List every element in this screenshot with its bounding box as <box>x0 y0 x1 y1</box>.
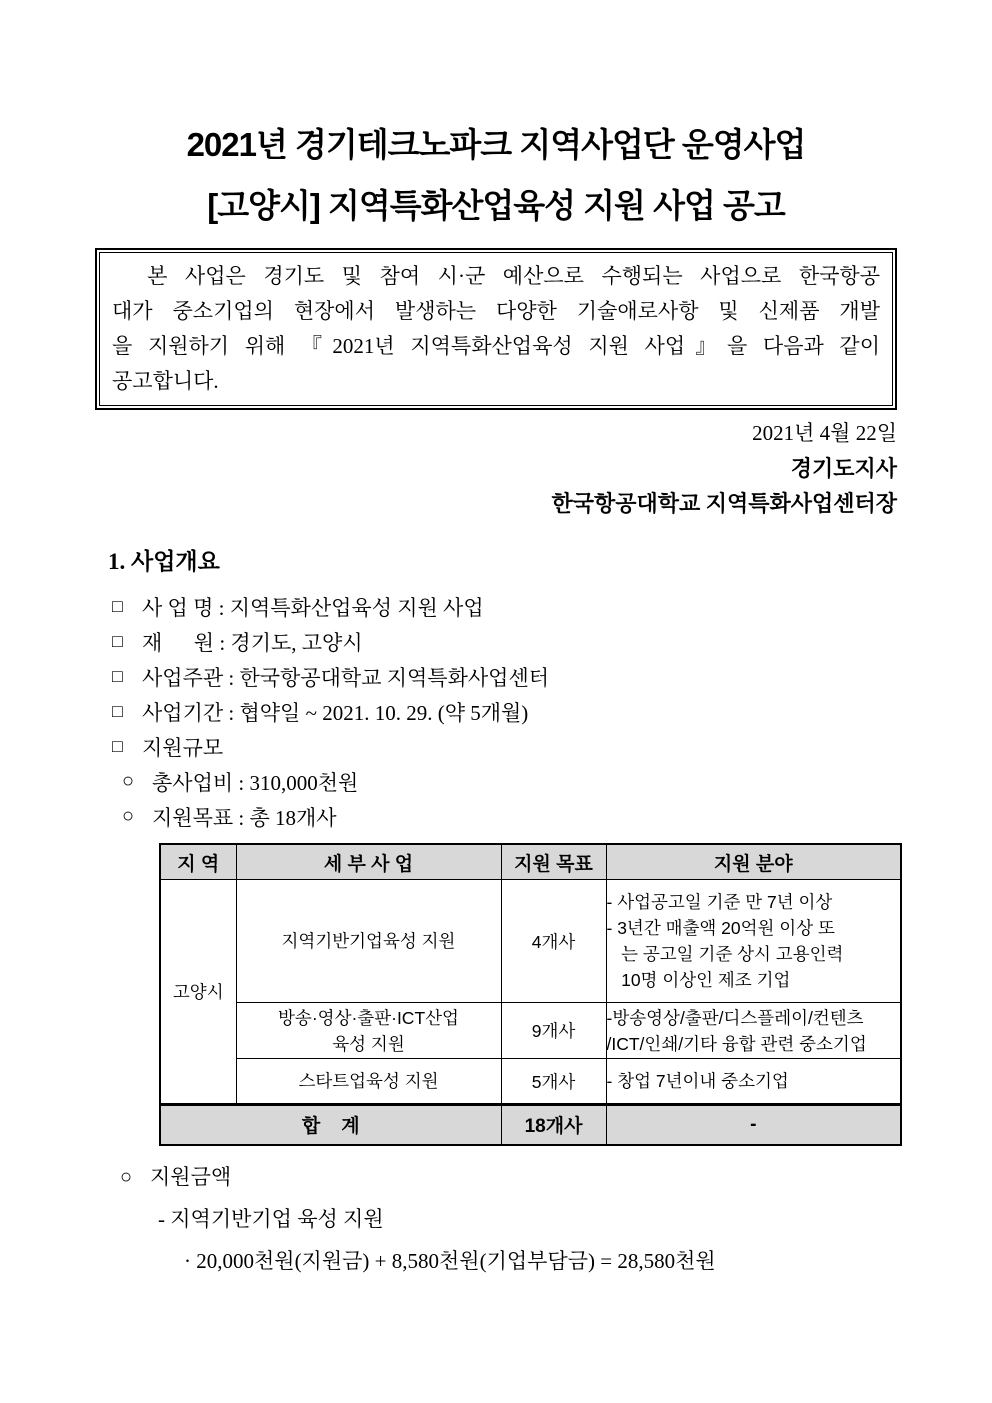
field-cell <box>606 1059 901 1105</box>
support-amount-subitem: - 지역기반기업 육성 지원 <box>158 1206 384 1231</box>
project-line: 방송·영상·출판·ICT산업 <box>278 1007 459 1028</box>
total-field-cell: - <box>606 1105 901 1145</box>
overview-item-text: 사업주관 : 한국항공대학교 지역특화사업센터 <box>142 665 550 690</box>
field-line: - 3년간 매출액 20억원 이상 또 <box>606 918 835 938</box>
field-line: 10명 이상인 제조 기업 <box>606 970 791 990</box>
target-cell: 5개사 <box>501 1059 606 1105</box>
col-header-support-field: 지원 분야 <box>606 844 901 880</box>
square-bullet-icon: □ <box>112 596 123 616</box>
announcement-date: 2021년 4월 22일 <box>752 421 897 445</box>
overview-subitem-text: 지원목표 : 총 18개사 <box>152 805 337 830</box>
square-bullet-icon: □ <box>112 736 123 756</box>
support-amount-detail: · 20,000천원(지원금) + 8,580천원(기업부담금) = 28,580천원 <box>184 1248 716 1273</box>
field-line: /ICT/인쇄/기타 융합 관련 중소기업 <box>606 1033 867 1054</box>
project-line: 스타트업육성 지원 <box>298 1071 439 1091</box>
col-header-region: 지 역 <box>160 844 236 880</box>
overview-item-funding-source <box>112 624 992 659</box>
overview-item-project-name <box>112 589 992 624</box>
title-line-1: 2021년 경기테크노파크 지역사업단 운영사업 <box>186 126 806 163</box>
field-line: 는 공고일 기준 상시 고용인력 <box>606 944 844 964</box>
overview-item-organizer <box>112 659 992 694</box>
table-row <box>160 1003 901 1059</box>
table-row <box>160 1059 901 1105</box>
signer-governor: 경기도지사 <box>790 456 897 481</box>
col-header-support-goal: 지원 목표 <box>501 844 606 880</box>
field-line: - 창업 7년이내 중소기업 <box>606 1071 789 1091</box>
notice-box <box>95 248 897 410</box>
field-line: - 사업공고일 기준 만 7년 이상 <box>606 892 833 912</box>
overview-item-text: 사업기간 : 협약일 ~ 2021. 10. 29. (약 5개월) <box>142 700 529 725</box>
square-bullet-icon: □ <box>112 666 123 686</box>
overview-item-support-scale <box>112 729 992 764</box>
signer-center-head: 한국항공대학교 지역특화사업센터장 <box>551 491 897 516</box>
square-bullet-icon: □ <box>112 701 123 721</box>
notice-text-line: 을 지원하기 위해 『2021년 지역특화산업육성 지원 사업』을 다음과 같이 <box>112 334 880 358</box>
overview-subitem-text: 총사업비 : 310,000천원 <box>152 770 359 795</box>
square-bullet-icon: □ <box>112 631 123 651</box>
support-scale-table <box>159 843 902 1146</box>
title-line-2: [고양시] 지역특화산업육성 지원 사업 공고 <box>207 187 785 224</box>
col-header-detail-project: 세 부 사 업 <box>236 844 501 880</box>
project-line: 육성 지원 <box>332 1033 405 1054</box>
table-header-row <box>160 844 901 880</box>
table-total-row <box>160 1105 901 1145</box>
overview-subitem-support-goal <box>122 799 992 834</box>
page-title <box>0 114 992 236</box>
support-amount-heading-text: 지원금액 <box>150 1164 232 1189</box>
overview-item-text: 사 업 명 : 지역특화산업육성 지원 사업 <box>142 595 484 620</box>
signature-block <box>0 416 897 521</box>
circle-bullet-icon: ○ <box>120 1165 133 1188</box>
field-cell <box>606 1003 901 1059</box>
table-row <box>160 880 901 1003</box>
overview-items <box>0 589 992 834</box>
overview-item-text: 지원규모 <box>142 735 224 760</box>
notice-text-line: 본 사업은 경기도 및 참여 시·군 예산으로 수행되는 사업으로 한국항공 <box>112 264 881 288</box>
notice-box-inner <box>99 252 893 406</box>
overview-item-period <box>112 694 992 729</box>
section-1-heading: 1. 사업개요 <box>108 549 220 574</box>
notice-text-line: 대가 중소기업의 현장에서 발생하는 다양한 기술애로사항 및 신제품 개발 <box>112 299 880 323</box>
region-cell: 고양시 <box>160 880 236 1105</box>
document-page <box>0 114 992 1403</box>
total-target-cell: 18개사 <box>501 1105 606 1145</box>
circle-bullet-icon: ○ <box>122 770 135 792</box>
target-cell: 4개사 <box>501 880 606 1003</box>
project-cell <box>236 1003 501 1059</box>
support-amount-heading <box>120 1162 992 1192</box>
circle-bullet-icon: ○ <box>122 805 135 827</box>
overview-subitem-total-budget <box>122 764 992 799</box>
project-cell <box>236 880 501 1003</box>
field-cell <box>606 880 901 1003</box>
field-line: -방송영상/출판/디스플레이/컨텐츠 <box>606 1007 864 1028</box>
overview-item-text: 재 원 : 경기도, 고양시 <box>142 630 363 655</box>
total-label-cell: 합 계 <box>160 1105 501 1145</box>
project-cell <box>236 1059 501 1105</box>
project-line: 지역기반기업육성 지원 <box>281 931 456 951</box>
target-cell: 9개사 <box>501 1003 606 1059</box>
notice-text-line: 공고합니다. <box>112 369 219 393</box>
